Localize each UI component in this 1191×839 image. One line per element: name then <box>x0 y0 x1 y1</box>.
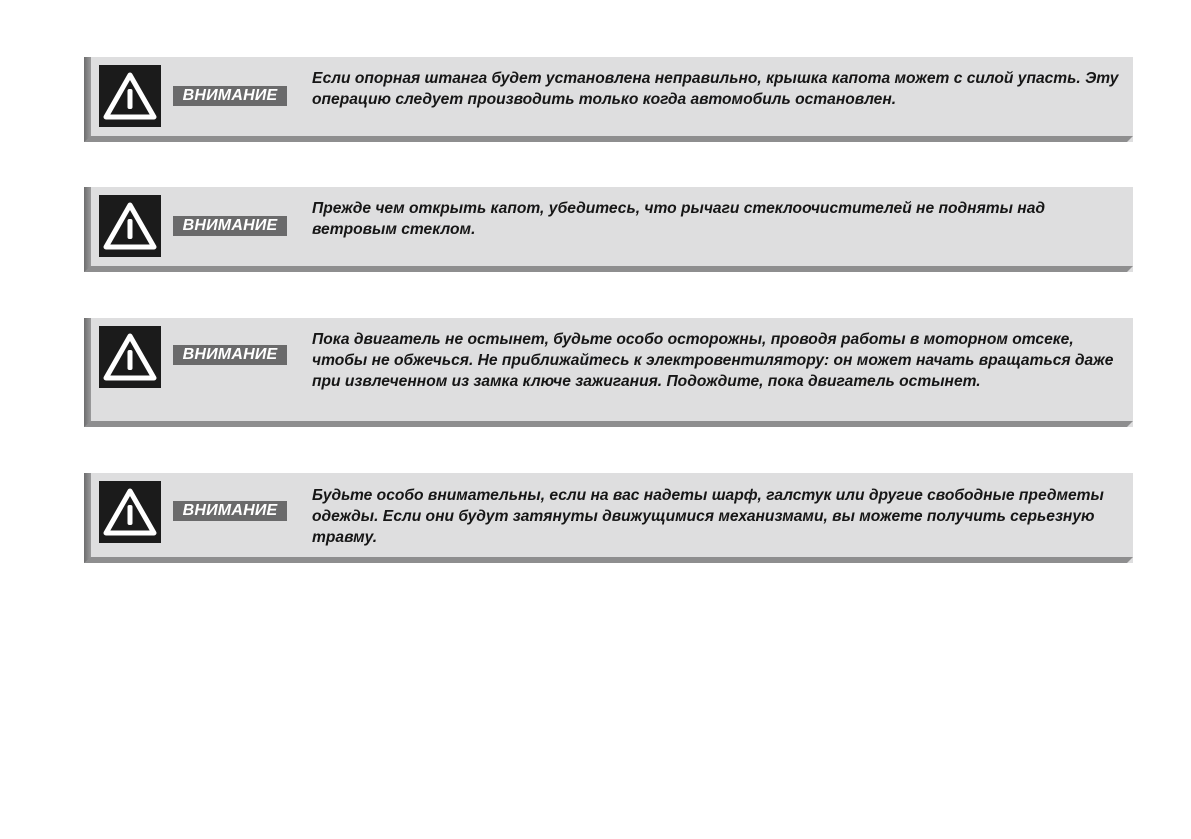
warning-triangle-icon <box>99 481 161 543</box>
warning-triangle-icon <box>99 195 161 257</box>
warning-label: ВНИМАНИЕ <box>173 501 287 521</box>
warning-text: Пока двигатель не остынет, будьте особо осторожны, проводя работы в моторном отсеке, чтобы не обжечься. Не приближайтесь к электровентилятору: он может начать вращаться даже при извлеченном из замка ключе зажигания. Подождите, пока двигатель остынет. <box>312 331 1114 390</box>
warning-box-3 <box>84 318 1133 427</box>
warning-triangle-icon <box>99 326 161 388</box>
warning-box-1 <box>84 57 1133 142</box>
warning-text: Прежде чем открыть капот, убедитесь, что рычаги стеклоочистителей не подняты над ветровым стеклом. <box>312 200 1046 238</box>
warning-label: ВНИМАНИЕ <box>173 345 287 365</box>
warning-text: Будьте особо внимательны, если на вас надеты шарф, галстук или другие свободные предметы одежды. Если они будут затянуты движущимися механизмами, вы можете получить серьезную травму. <box>312 487 1104 546</box>
warning-label: ВНИМАНИЕ <box>173 86 287 106</box>
warning-box-2 <box>84 187 1133 272</box>
warning-text: Если опорная штанга будет установлена неправильно, крышка капота может с силой упасть. Эту операцию следует производить только когда автомобиль остановлен. <box>312 70 1119 108</box>
warning-box-4 <box>84 473 1133 563</box>
warning-triangle-icon <box>99 65 161 127</box>
warning-label: ВНИМАНИЕ <box>173 216 287 236</box>
